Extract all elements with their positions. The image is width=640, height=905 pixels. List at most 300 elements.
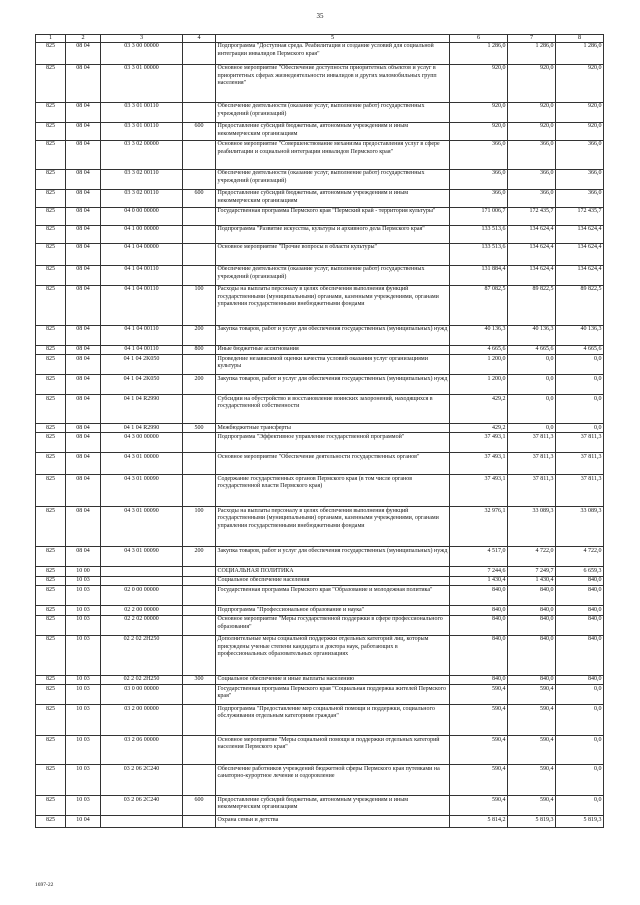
table-row [36,433,604,453]
target-article-cell: 04 1 04 2K050 [101,355,183,375]
amount-col6-cell: 429,2 [450,395,508,424]
description-cell: Проведение независимой оценки качества условий оказания услуг организациями культуры [216,355,450,375]
description-cell: Предоставление субсидий бюджетным, автономным учреждениям и иным некоммерческим организациям [216,122,450,140]
admin-code-cell: 825 [36,285,66,325]
description-cell: Государственная программа Пермского края "Социальная поддержка жителей Пермского края" [216,685,450,705]
description-cell: Предоставление субсидий бюджетным, автономным учреждениям и иным некоммерческим организациям [216,796,450,816]
description-cell: Иные бюджетные ассигнования [216,345,450,354]
amount-col8-cell: 37 811,3 [556,475,604,507]
expense-type-cell [183,42,216,64]
expense-type-cell: 300 [183,675,216,684]
admin-code-cell: 825 [36,265,66,285]
admin-code-cell: 825 [36,615,66,635]
table-row [36,325,604,345]
section-code-cell: 08 04 [66,395,101,424]
admin-code-cell: 825 [36,169,66,189]
target-article-cell: 03 2 06 2C240 [101,796,183,816]
admin-code-cell: 825 [36,635,66,675]
admin-code-cell: 825 [36,736,66,765]
amount-col7-cell: 590,4 [508,705,556,736]
amount-col8-cell: 134 624,4 [556,265,604,285]
amount-col8-cell: 840,0 [556,615,604,635]
expense-type-cell [183,816,216,828]
amount-col6-cell: 131 884,4 [450,265,508,285]
amount-col6-cell: 4 665,6 [450,345,508,354]
description-cell: Обеспечение деятельности (оказание услуг, выполнение работ) государственных учреждений (организаций) [216,265,450,285]
admin-code-cell: 825 [36,424,66,433]
section-code-cell: 08 04 [66,265,101,285]
section-code-cell: 10 04 [66,816,101,828]
amount-col7-cell: 840,0 [508,635,556,675]
amount-col7-cell: 33 089,3 [508,507,556,547]
amount-col6-cell: 32 976,1 [450,507,508,547]
description-cell: Основное мероприятие "Прочие вопросы в области культуры" [216,243,450,265]
expense-type-cell [183,433,216,453]
amount-col7-cell: 0,0 [508,375,556,395]
expense-type-cell [183,576,216,585]
target-article-cell: 04 1 04 2K050 [101,375,183,395]
table-row [36,507,604,547]
admin-code-cell: 825 [36,606,66,615]
admin-code-cell: 825 [36,685,66,705]
admin-code-cell: 825 [36,207,66,225]
amount-col6-cell: 920,0 [450,102,508,122]
amount-col6-cell: 366,0 [450,140,508,169]
admin-code-cell: 825 [36,507,66,547]
amount-col8-cell: 4 722,0 [556,547,604,567]
amount-col8-cell: 40 136,3 [556,325,604,345]
expense-type-cell [183,567,216,576]
section-code-cell: 08 04 [66,475,101,507]
amount-col6-cell: 590,4 [450,685,508,705]
amount-col6-cell: 87 082,5 [450,285,508,325]
table-row [36,576,604,585]
description-cell: Подпрограмма "Доступная среда. Реабилитация и создание условий для социальной интеграции инвалидов Пермского края" [216,42,450,64]
admin-code-cell: 825 [36,453,66,475]
admin-code-cell: 825 [36,189,66,207]
target-article-cell: 03 3 01 00110 [101,122,183,140]
target-article-cell: 02 2 02 2H250 [101,675,183,684]
section-code-cell: 10 03 [66,796,101,816]
amount-col7-cell: 590,4 [508,796,556,816]
description-cell: Основное мероприятие "Совершенствование механизма предоставления услуг в сфере реабилитации и социальной интеграции инвалидов Пермского края" [216,140,450,169]
amount-col7-cell: 840,0 [508,615,556,635]
description-cell: Охрана семьи и детства [216,816,450,828]
amount-col7-cell: 40 136,3 [508,325,556,345]
section-code-cell: 08 04 [66,325,101,345]
description-cell: Государственная программа Пермского края "Образование и молодежная политика" [216,586,450,606]
expense-type-cell: 600 [183,796,216,816]
admin-code-cell: 825 [36,433,66,453]
expense-type-cell [183,140,216,169]
admin-code-cell: 825 [36,796,66,816]
admin-code-cell: 825 [36,547,66,567]
section-code-cell: 08 04 [66,42,101,64]
expense-type-cell: 800 [183,345,216,354]
amount-col8-cell: 0,0 [556,685,604,705]
amount-col6-cell: 840,0 [450,675,508,684]
amount-col6-cell: 840,0 [450,635,508,675]
description-cell: Дополнительные меры социальной поддержки отдельных категорий лиц, которым присуждены ученые степени кандидата и доктора наук, работающих в профессиональных образовательных организациях [216,635,450,675]
amount-col7-cell: 134 624,4 [508,243,556,265]
description-cell: Закупка товаров, работ и услуг для обеспечения государственных (муниципальных) нужд [216,325,450,345]
table-row [36,816,604,828]
admin-code-cell: 825 [36,765,66,796]
target-article-cell: 04 1 04 00000 [101,243,183,265]
expense-type-cell: 500 [183,424,216,433]
expense-type-cell [183,102,216,122]
amount-col8-cell: 6 659,3 [556,567,604,576]
amount-col7-cell: 366,0 [508,169,556,189]
section-code-cell: 10 03 [66,576,101,585]
description-cell: Закупка товаров, работ и услуг для обеспечения государственных (муниципальных) нужд [216,375,450,395]
table-row [36,586,604,606]
amount-col7-cell: 840,0 [508,586,556,606]
description-cell: Расходы на выплаты персоналу в целях обеспечения выполнения функций государственными (муниципальными) органами, казенными учреждениями, органами управления государственными внебюджетными фондами [216,285,450,325]
amount-col6-cell: 840,0 [450,606,508,615]
description-cell: Подпрограмма "Предоставление мер социальной помощи и поддержки, социального обслуживания отдельным категориям граждан" [216,705,450,736]
target-article-cell: 04 1 04 00110 [101,265,183,285]
table-row [36,635,604,675]
description-cell: Закупка товаров, работ и услуг для обеспечения государственных (муниципальных) нужд [216,547,450,567]
admin-code-cell: 825 [36,355,66,375]
amount-col8-cell: 0,0 [556,424,604,433]
target-article-cell [101,567,183,576]
section-code-cell: 08 04 [66,64,101,102]
target-article-cell: 03 3 01 00000 [101,64,183,102]
admin-code-cell: 825 [36,64,66,102]
table-row [36,705,604,736]
amount-col7-cell: 0,0 [508,355,556,375]
section-code-cell: 08 04 [66,507,101,547]
section-code-cell: 10 03 [66,586,101,606]
table-row [36,453,604,475]
amount-col7-cell: 5 819,3 [508,816,556,828]
amount-col8-cell: 0,0 [556,765,604,796]
target-article-cell: 04 1 04 00110 [101,325,183,345]
table-row [36,243,604,265]
amount-col7-cell: 840,0 [508,675,556,684]
amount-col8-cell: 920,0 [556,64,604,102]
target-article-cell: 03 3 02 00110 [101,169,183,189]
admin-code-cell: 825 [36,225,66,243]
amount-col6-cell: 40 136,3 [450,325,508,345]
amount-col6-cell: 133 513,6 [450,225,508,243]
admin-code-cell: 825 [36,140,66,169]
expense-type-cell [183,586,216,606]
expense-type-cell [183,395,216,424]
amount-col7-cell: 366,0 [508,189,556,207]
expense-type-cell [183,453,216,475]
amount-col6-cell: 590,4 [450,705,508,736]
amount-col6-cell: 37 493,1 [450,433,508,453]
target-article-cell: 03 3 01 00110 [101,102,183,122]
header-cell: 1 [36,35,66,43]
amount-col6-cell: 1 286,0 [450,42,508,64]
amount-col6-cell: 840,0 [450,615,508,635]
amount-col6-cell: 7 244,6 [450,567,508,576]
expense-type-cell: 200 [183,375,216,395]
amount-col6-cell: 920,0 [450,64,508,102]
amount-col7-cell: 37 811,3 [508,475,556,507]
expense-type-cell [183,475,216,507]
expense-type-cell [183,615,216,635]
amount-col6-cell: 429,2 [450,424,508,433]
description-cell: Государственная программа Пермского края "Пермский край - территория культуры" [216,207,450,225]
amount-col7-cell: 37 811,3 [508,433,556,453]
header-cell: 6 [450,35,508,43]
header-cell: 3 [101,35,183,43]
table-row [36,567,604,576]
section-code-cell: 08 04 [66,285,101,325]
amount-col6-cell: 37 493,1 [450,453,508,475]
description-cell: Обеспечение работников учреждений бюджетной сферы Пермского края путевками на санаторно-курортное лечение и оздоровление [216,765,450,796]
amount-col8-cell: 89 822,5 [556,285,604,325]
admin-code-cell: 825 [36,375,66,395]
table-row [36,42,604,64]
target-article-cell: 02 0 00 00000 [101,586,183,606]
table-row [36,765,604,796]
amount-col6-cell: 590,4 [450,736,508,765]
expense-type-cell [183,169,216,189]
description-cell: Социальное обеспечение и иные выплаты населению [216,675,450,684]
amount-col7-cell: 0,0 [508,424,556,433]
table-row [36,547,604,567]
description-cell: Основное мероприятие "Обеспечение доступности приоритетных объектов и услуг в приоритетных сферах жизнедеятельности инвалидов и других маломобильных групп населения" [216,64,450,102]
target-article-cell: 04 3 01 00000 [101,453,183,475]
target-article-cell: 03 2 06 2C240 [101,765,183,796]
amount-col8-cell: 366,0 [556,169,604,189]
table-row [36,685,604,705]
description-cell: Расходы на выплаты персоналу в целях обеспечения выполнения функций государственными (муниципальными) органами, казенными учреждениями, органами управления государственными внебюджетными фондами [216,507,450,547]
section-code-cell: 10 00 [66,567,101,576]
description-cell: Основное мероприятие "Меры государственной поддержки в сфере профессионального образования" [216,615,450,635]
footer-code: 1697-22 [35,882,54,888]
amount-col7-cell: 7 249,7 [508,567,556,576]
amount-col7-cell: 0,0 [508,395,556,424]
admin-code-cell: 825 [36,816,66,828]
description-cell: Социальное обеспечение населения [216,576,450,585]
admin-code-cell: 825 [36,586,66,606]
amount-col6-cell: 920,0 [450,122,508,140]
table-row [36,375,604,395]
section-code-cell: 08 04 [66,243,101,265]
amount-col8-cell: 37 811,3 [556,453,604,475]
table-row [36,355,604,375]
description-cell: СОЦИАЛЬНАЯ ПОЛИТИКА [216,567,450,576]
amount-col7-cell: 4 665,6 [508,345,556,354]
expense-type-cell [183,606,216,615]
admin-code-cell: 825 [36,102,66,122]
section-code-cell: 08 04 [66,189,101,207]
amount-col6-cell: 37 493,1 [450,475,508,507]
amount-col8-cell: 0,0 [556,355,604,375]
description-cell: Основное мероприятие "Меры социальной помощи и поддержки отдельных категорий населения Пермского края" [216,736,450,765]
budget-table [35,34,604,828]
expense-type-cell [183,265,216,285]
section-code-cell: 10 03 [66,635,101,675]
section-code-cell: 08 04 [66,547,101,567]
table-row [36,736,604,765]
table-row [36,424,604,433]
amount-col8-cell: 172 435,7 [556,207,604,225]
description-cell: Содержание государственных органов Пермского края (в том числе органов государственной власти Пермского края) [216,475,450,507]
amount-col7-cell: 920,0 [508,64,556,102]
amount-col7-cell: 4 722,0 [508,547,556,567]
description-cell: Субсидии на обустройство и восстановление воинских захоронений, находящихся в государственной собственности [216,395,450,424]
amount-col7-cell: 134 624,4 [508,265,556,285]
expense-type-cell [183,765,216,796]
target-article-cell: 04 1 04 R2990 [101,395,183,424]
section-code-cell: 10 03 [66,765,101,796]
amount-col8-cell: 840,0 [556,635,604,675]
table-row [36,475,604,507]
target-article-cell [101,816,183,828]
section-code-cell: 08 04 [66,140,101,169]
target-article-cell: 04 0 00 00000 [101,207,183,225]
table-row [36,102,604,122]
target-article-cell: 04 3 00 00000 [101,433,183,453]
table-row [36,169,604,189]
section-code-cell: 10 03 [66,606,101,615]
section-code-cell: 08 04 [66,102,101,122]
expense-type-cell [183,207,216,225]
expense-type-cell: 200 [183,547,216,567]
description-cell: Обеспечение деятельности (оказание услуг, выполнение работ) государственных учреждений (организаций) [216,102,450,122]
header-cell: 7 [508,35,556,43]
amount-col8-cell: 0,0 [556,736,604,765]
admin-code-cell: 825 [36,567,66,576]
section-code-cell: 08 04 [66,225,101,243]
amount-col6-cell: 366,0 [450,189,508,207]
description-cell: Обеспечение деятельности (оказание услуг, выполнение работ) государственных учреждений (организаций) [216,169,450,189]
section-code-cell: 08 04 [66,122,101,140]
target-article-cell: 04 3 01 00090 [101,547,183,567]
description-cell: Межбюджетные трансферты [216,424,450,433]
expense-type-cell [183,685,216,705]
description-cell: Подпрограмма "Эффективное управление государственной программой" [216,433,450,453]
amount-col6-cell: 133 513,6 [450,243,508,265]
section-code-cell: 10 03 [66,615,101,635]
target-article-cell: 03 3 02 00110 [101,189,183,207]
amount-col8-cell: 1 286,0 [556,42,604,64]
target-article-cell: 04 1 04 00110 [101,285,183,325]
table-row [36,606,604,615]
admin-code-cell: 825 [36,122,66,140]
table-row [36,140,604,169]
amount-col8-cell: 920,0 [556,122,604,140]
section-code-cell: 08 04 [66,355,101,375]
amount-col7-cell: 920,0 [508,102,556,122]
expense-type-cell: 100 [183,507,216,547]
section-code-cell: 08 04 [66,375,101,395]
expense-type-cell [183,243,216,265]
section-code-cell: 10 03 [66,705,101,736]
amount-col7-cell: 590,4 [508,685,556,705]
amount-col8-cell: 0,0 [556,705,604,736]
table-row [36,265,604,285]
amount-col8-cell: 366,0 [556,189,604,207]
amount-col6-cell: 4 517,0 [450,547,508,567]
description-cell: Подпрограмма "Развитие искусства, культуры и архивного дела Пермского края" [216,225,450,243]
header-cell: 5 [216,35,450,43]
amount-col6-cell: 590,4 [450,765,508,796]
admin-code-cell: 825 [36,675,66,684]
amount-col7-cell: 920,0 [508,122,556,140]
target-article-cell: 04 1 04 00110 [101,345,183,354]
admin-code-cell: 825 [36,576,66,585]
amount-col8-cell: 366,0 [556,140,604,169]
amount-col7-cell: 590,4 [508,765,556,796]
header-cell: 4 [183,35,216,43]
expense-type-cell: 600 [183,122,216,140]
amount-col8-cell: 840,0 [556,576,604,585]
admin-code-cell: 825 [36,325,66,345]
amount-col8-cell: 134 624,4 [556,243,604,265]
amount-col7-cell: 37 811,3 [508,453,556,475]
table-header-row [36,35,604,43]
target-article-cell: 03 2 06 00000 [101,736,183,765]
target-article-cell [101,576,183,585]
target-article-cell: 04 3 01 00090 [101,475,183,507]
amount-col7-cell: 840,0 [508,606,556,615]
amount-col7-cell: 590,4 [508,736,556,765]
target-article-cell: 02 2 02 2H250 [101,635,183,675]
amount-col6-cell: 5 814,2 [450,816,508,828]
table-row [36,122,604,140]
admin-code-cell: 825 [36,42,66,64]
table-row [36,189,604,207]
expense-type-cell: 600 [183,189,216,207]
expense-type-cell [183,635,216,675]
target-article-cell: 03 2 00 00000 [101,705,183,736]
amount-col8-cell: 4 665,6 [556,345,604,354]
section-code-cell: 08 04 [66,453,101,475]
amount-col8-cell: 840,0 [556,675,604,684]
amount-col7-cell: 134 624,4 [508,225,556,243]
amount-col6-cell: 1 430,4 [450,576,508,585]
table-row [36,615,604,635]
amount-col8-cell: 840,0 [556,606,604,615]
table-row [36,207,604,225]
amount-col7-cell: 172 435,7 [508,207,556,225]
target-article-cell: 03 3 00 00000 [101,42,183,64]
amount-col6-cell: 590,4 [450,796,508,816]
expense-type-cell [183,736,216,765]
amount-col8-cell: 0,0 [556,375,604,395]
expense-type-cell [183,705,216,736]
target-article-cell: 03 3 02 00000 [101,140,183,169]
admin-code-cell: 825 [36,705,66,736]
section-code-cell: 08 04 [66,424,101,433]
section-code-cell: 08 04 [66,169,101,189]
table-row [36,64,604,102]
target-article-cell: 02 2 02 00000 [101,615,183,635]
expense-type-cell [183,64,216,102]
expense-type-cell [183,225,216,243]
amount-col6-cell: 171 006,7 [450,207,508,225]
admin-code-cell: 825 [36,345,66,354]
section-code-cell: 08 04 [66,433,101,453]
amount-col8-cell: 840,0 [556,586,604,606]
expense-type-cell: 100 [183,285,216,325]
admin-code-cell: 825 [36,243,66,265]
amount-col6-cell: 366,0 [450,169,508,189]
table-row [36,395,604,424]
amount-col8-cell: 920,0 [556,102,604,122]
target-article-cell: 04 3 01 00090 [101,507,183,547]
amount-col8-cell: 0,0 [556,395,604,424]
